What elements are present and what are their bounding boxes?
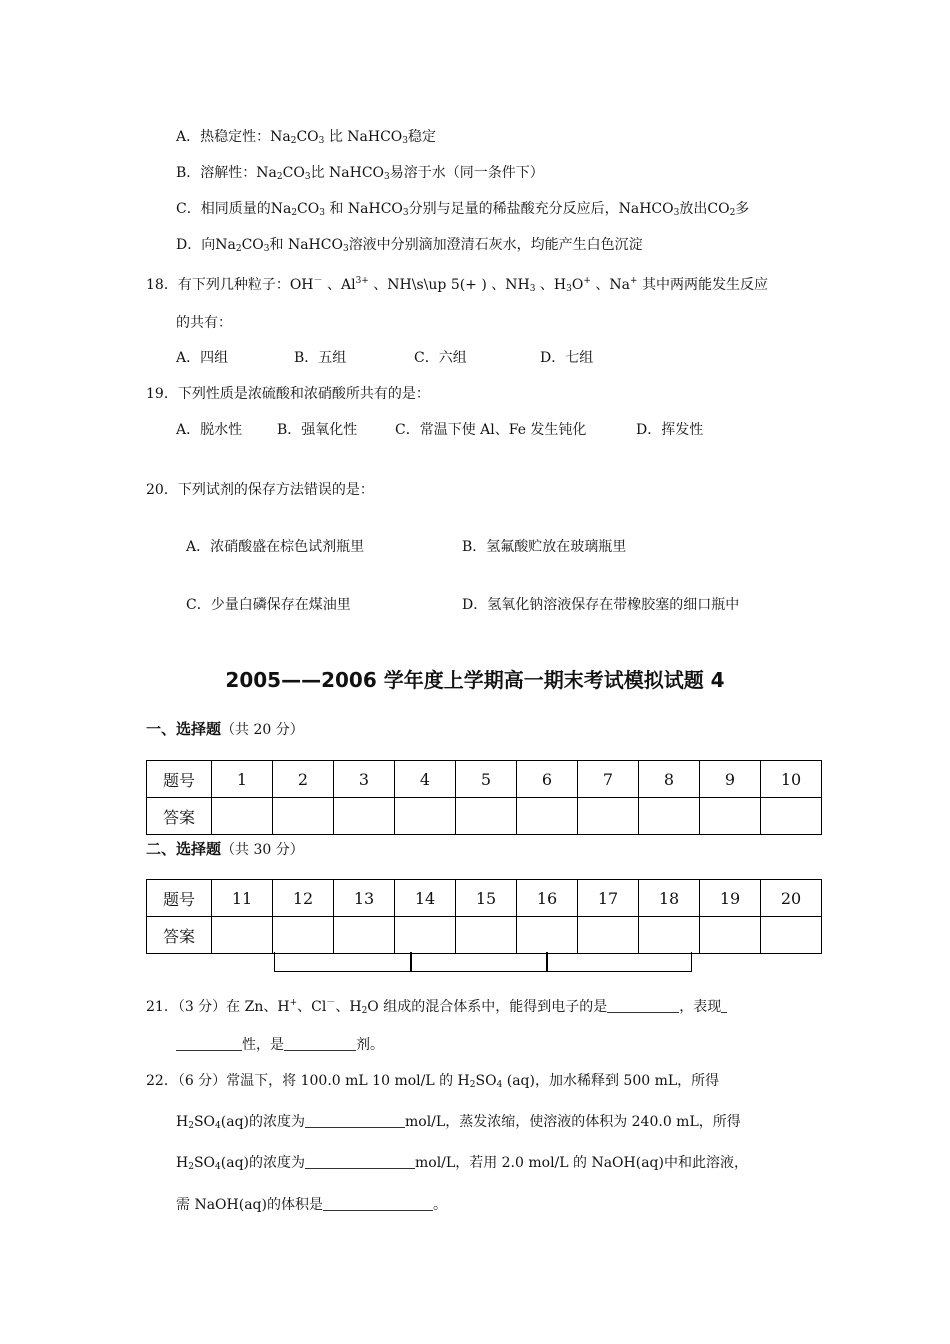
answer-cell[interactable] bbox=[212, 917, 273, 954]
table-row bbox=[147, 917, 822, 954]
exam-title: 2005——2006 学年度上学期高一期末考试模拟试题 4 bbox=[225, 668, 725, 692]
question-number-cell: 7 bbox=[578, 761, 639, 798]
question-number-cell: 15 bbox=[456, 880, 517, 917]
question-number-cell: 6 bbox=[517, 761, 578, 798]
q22-line-3: $H_2SO_4(aq)$的浓度为 mol/L，若用 2.0 mol/L 的 NaOH(aq)中和此溶液， bbox=[176, 1155, 748, 1172]
answer-cell[interactable] bbox=[517, 798, 578, 835]
question-number-cell: 1 bbox=[212, 761, 273, 798]
section-2-heading: 二、选择题（共 30 分） bbox=[146, 840, 304, 858]
q17-option-d: D．向$Na_2CO_3$和 NaHCO$_3$溶液中分别滴加澄清石灰水，均能产生白色沉淀 bbox=[176, 237, 643, 254]
answer-cell[interactable] bbox=[761, 798, 822, 835]
question-number-cell: 11 bbox=[212, 880, 273, 917]
table-header-cell: 答案 bbox=[147, 798, 212, 835]
q18-option-b: B．五组 bbox=[294, 350, 347, 366]
q18-option-a: A．四组 bbox=[176, 350, 229, 366]
q20-option-a: A．浓硝酸盛在棕色试剂瓶里 bbox=[186, 539, 365, 555]
table-fragment bbox=[410, 952, 548, 972]
table-row bbox=[147, 798, 822, 835]
question-number-cell: 10 bbox=[761, 761, 822, 798]
question-number-cell: 14 bbox=[395, 880, 456, 917]
question-number-cell: 17 bbox=[578, 880, 639, 917]
answer-blank[interactable] bbox=[607, 998, 679, 1013]
q17-option-b: B．溶解性：$Na_2CO_3$比 NaHCO$_3$易溶于水（同一条件下） bbox=[176, 165, 544, 182]
q17-option-c: C．相同质量的$Na_2CO_3$ 和 NaHCO$_3$分别与足量的稀盐酸充分反应后，NaHCO$_3$放出$CO_2$多 bbox=[176, 201, 750, 218]
question-number-cell: 12 bbox=[273, 880, 334, 917]
answer-cell[interactable] bbox=[456, 917, 517, 954]
answer-blank[interactable] bbox=[305, 1154, 415, 1169]
question-number-cell: 13 bbox=[334, 880, 395, 917]
answer-cell[interactable] bbox=[273, 917, 334, 954]
answer-cell[interactable] bbox=[578, 917, 639, 954]
answer-cell[interactable] bbox=[700, 798, 761, 835]
q20-stem: 20．下列试剂的保存方法错误的是： bbox=[146, 482, 374, 498]
question-number-cell: 2 bbox=[273, 761, 334, 798]
question-number-cell: 20 bbox=[761, 880, 822, 917]
q21-line-2: 性，是 剂。 bbox=[176, 1035, 384, 1055]
answer-cell[interactable] bbox=[639, 798, 700, 835]
table-header-cell: 答案 bbox=[147, 917, 212, 954]
table-row bbox=[147, 761, 822, 798]
q18-option-d: D．七组 bbox=[540, 350, 594, 366]
q19-option-c: C．常温下使 Al、Fe 发生钝化 bbox=[395, 422, 587, 438]
answer-blank[interactable] bbox=[305, 1113, 405, 1128]
answer-table-1 bbox=[146, 760, 822, 835]
question-number-cell: 3 bbox=[334, 761, 395, 798]
q18-stem-continued: 的共有： bbox=[176, 315, 232, 331]
question-number-cell: 8 bbox=[639, 761, 700, 798]
table-fragment bbox=[546, 952, 692, 972]
answer-blank[interactable] bbox=[323, 1196, 433, 1211]
q21-line-1: 21．（3 分）在 Zn、H+、Cl－、$H_2O$ 组成的混合体系中，能得到电子的是 ，表现 bbox=[146, 993, 727, 1021]
answer-cell[interactable] bbox=[212, 798, 273, 835]
q19-option-a: A．脱水性 bbox=[176, 422, 243, 438]
q20-option-b: B．氢氟酸贮放在玻璃瓶里 bbox=[462, 539, 627, 555]
answer-cell[interactable] bbox=[761, 917, 822, 954]
q18-stem: 18．有下列几种粒子：OH－ 、$Al^{3+}$ 、NH\s\up 5(+ ) 、$NH_3$ 、$H_3O^+$ 、Na+ 其中两两能发生反应 bbox=[146, 276, 768, 294]
question-number-cell: 18 bbox=[639, 880, 700, 917]
q19-option-d: D．挥发性 bbox=[636, 422, 704, 438]
q19-option-b: B．强氧化性 bbox=[277, 422, 358, 438]
q19-stem: 19．下列性质是浓硫酸和浓硝酸所共有的是： bbox=[146, 386, 430, 402]
answer-blank[interactable] bbox=[721, 998, 727, 1013]
q20-option-c: C．少量白磷保存在煤油里 bbox=[186, 597, 351, 613]
table-header-cell: 题号 bbox=[147, 880, 212, 917]
section-1-heading: 一、选择题（共 20 分） bbox=[146, 720, 304, 738]
question-number-cell: 16 bbox=[517, 880, 578, 917]
q22-line-2: $H_2SO_4(aq)$的浓度为 mol/L，蒸发浓缩，使溶液的体积为 240.0 mL，所得 bbox=[176, 1114, 741, 1131]
answer-cell[interactable] bbox=[334, 917, 395, 954]
answer-cell[interactable] bbox=[395, 798, 456, 835]
table-row bbox=[147, 880, 822, 917]
q18-option-c: C．六组 bbox=[414, 350, 467, 366]
question-number-cell: 4 bbox=[395, 761, 456, 798]
answer-cell[interactable] bbox=[700, 917, 761, 954]
q17-option-a: A．热稳定性：$Na_2CO_3$ 比 NaHCO$_3$稳定 bbox=[176, 129, 437, 146]
answer-cell[interactable] bbox=[395, 917, 456, 954]
q20-option-d: D．氢氧化钠溶液保存在带橡胶塞的细口瓶中 bbox=[462, 597, 740, 613]
answer-cell[interactable] bbox=[517, 917, 578, 954]
answer-cell[interactable] bbox=[456, 798, 517, 835]
question-number-cell: 9 bbox=[700, 761, 761, 798]
answer-cell[interactable] bbox=[639, 917, 700, 954]
question-number-cell: 5 bbox=[456, 761, 517, 798]
answer-blank[interactable] bbox=[176, 1036, 242, 1051]
answer-cell[interactable] bbox=[273, 798, 334, 835]
q22-line-1: 22．（6 分）常温下，将 100.0 mL 10 mol/L 的 $H_2SO_4$ (aq)，加水稀释到 500 mL，所得 bbox=[146, 1073, 720, 1090]
question-number-cell: 19 bbox=[700, 880, 761, 917]
q22-line-4: 需 NaOH(aq)的体积是 。 bbox=[176, 1197, 447, 1213]
answer-cell[interactable] bbox=[334, 798, 395, 835]
table-header-cell: 题号 bbox=[147, 761, 212, 798]
table-fragment bbox=[274, 952, 412, 972]
answer-table-2 bbox=[146, 879, 822, 954]
answer-cell[interactable] bbox=[578, 798, 639, 835]
answer-blank[interactable] bbox=[284, 1036, 356, 1051]
